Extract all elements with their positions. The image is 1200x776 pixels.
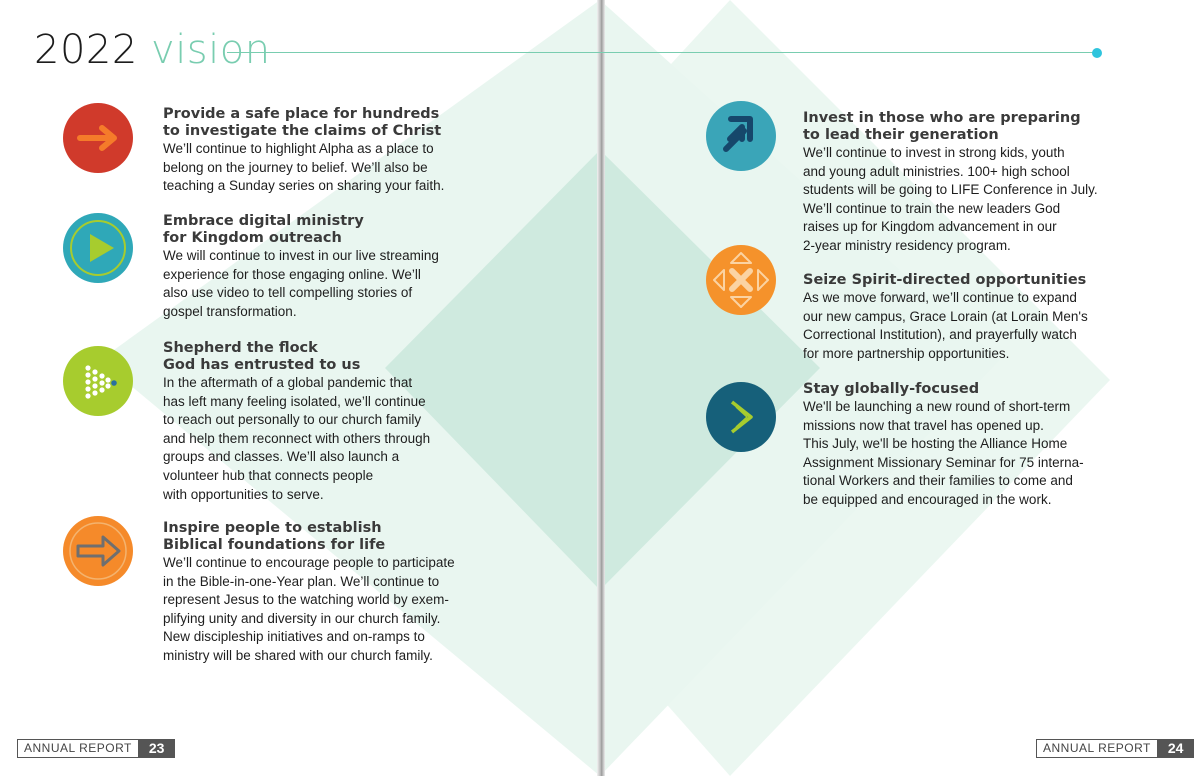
four-arrows-icon (706, 245, 776, 315)
item-heading-line-2: to investigate the claims of Christ (163, 123, 442, 139)
item-heading: Seize Spirit-directed opportunities (803, 272, 1087, 288)
play-icon (63, 213, 133, 283)
item-text-line: with opportunities to serve. (163, 486, 324, 502)
item-heading: Stay globally-focused (803, 381, 980, 397)
item-text-line: As we move forward, we’ll continue to expand (803, 290, 1077, 305)
item-text-line: has left many feeling isolated, we’ll continue (163, 393, 426, 409)
item-text-line: 2-year ministry residency program. (803, 237, 1011, 253)
item-text-line: tional Workers and their families to come and (803, 473, 1073, 489)
item-text-line: be equipped and encouraged in the work. (803, 491, 1052, 507)
book-spine (597, 0, 605, 776)
item-heading-line-1: Provide a safe place for hundreds (163, 106, 440, 122)
item-heading-line-1: Invest in those who are preparing (803, 110, 1081, 126)
item-heading-line-2: for Kingdom outreach (163, 230, 342, 246)
item-heading-line-2: to lead their generation (803, 127, 999, 143)
page-number: 23 (138, 739, 176, 758)
double-arrow-up-right-icon (706, 101, 776, 171)
left-item-4 (163, 520, 455, 666)
item-text-line: We’ll continue to encourage people to participate (163, 555, 455, 570)
right-item-2 (803, 272, 1088, 363)
footer-label: ANNUAL REPORT (17, 739, 138, 758)
item-heading-line-2: God has entrusted to us (163, 357, 361, 373)
item-text-line: in the Bible-in-one-Year plan. We’ll continue to (163, 573, 440, 589)
item-heading-line-1: Shepherd the flock (163, 340, 318, 356)
item-text-line: our new campus, Grace Lorain (at Lorain Men's (803, 308, 1088, 324)
item-heading-line-1: Embrace digital ministry (163, 213, 364, 229)
item-text-line: belong on the journey to belief. We’ll also be (163, 159, 428, 175)
item-text-line: This July, we'll be hosting the Alliance Home (803, 436, 1068, 452)
item-text-line: students will be going to LIFE Conference in July. (803, 182, 1098, 198)
item-text-line: also use video to tell compelling stories of (163, 285, 413, 301)
item-text-line: We’ll continue to highlight Alpha as a place to (163, 141, 434, 156)
item-text-line: plifying unity and diversity in our church family. (163, 610, 441, 626)
item-text-line: In the aftermath of a global pandemic that (163, 375, 413, 390)
item-text-line: and help them reconnect with others through (163, 430, 431, 446)
item-text-line: groups and classes. We’ll also launch a (163, 449, 400, 465)
title-word: vision (151, 27, 271, 73)
item-text-line: teaching a Sunday series on sharing your faith. (163, 178, 445, 194)
item-heading-line-2: Biblical foundations for life (163, 537, 386, 553)
dot-flock-icon (63, 346, 133, 416)
chevron-right-icon (706, 382, 776, 452)
left-item-1 (163, 106, 444, 196)
left-item-2 (163, 213, 439, 321)
item-text-line: to reach out personally to our church family (163, 412, 422, 428)
footer-left (17, 739, 175, 758)
item-text-line: and young adult ministries. 100+ high school (803, 163, 1070, 179)
right-item-1 (803, 110, 1098, 256)
item-text-line: experience for those engaging online. We’ll (163, 266, 421, 282)
outline-arrow-icon (63, 516, 133, 586)
title-rule-dot (1092, 48, 1102, 58)
item-text-line: We'll be launching a new round of short-term (803, 399, 1071, 414)
item-text-line: for more partnership opportunities. (803, 345, 1010, 361)
footer-label: ANNUAL REPORT (1036, 739, 1157, 758)
item-text-line: raises up for Kingdom advancement in our (803, 219, 1057, 235)
title-year: 2022 (34, 27, 138, 73)
item-text-line: We’ll continue to train the new leaders God (803, 200, 1061, 216)
footer-right (1036, 739, 1194, 758)
arrow-right-icon (63, 103, 133, 173)
item-heading-line-1: Inspire people to establish (163, 520, 382, 536)
item-text-line: Correctional Institution), and prayerfully watch (803, 327, 1077, 343)
item-text-line: We will continue to invest in our live streaming (163, 248, 439, 263)
page-title (34, 28, 271, 72)
item-text-line: Assignment Missionary Seminar for 75 interna- (803, 454, 1084, 470)
item-text-line: New discipleship initiatives and on-ramps to (163, 629, 425, 645)
left-item-3 (163, 340, 430, 504)
item-text-line: We’ll continue to invest in strong kids, youth (803, 145, 1065, 160)
item-text-line: volunteer hub that connects people (163, 467, 374, 483)
page-number: 24 (1157, 739, 1195, 758)
title-rule (227, 52, 1093, 53)
right-item-3 (803, 381, 1084, 510)
item-text-line: ministry will be shared with our church family. (163, 647, 433, 663)
item-text-line: gospel transformation. (163, 303, 297, 319)
item-text-line: missions now that travel has opened up. (803, 417, 1044, 433)
item-text-line: represent Jesus to the watching world by exem- (163, 592, 449, 608)
